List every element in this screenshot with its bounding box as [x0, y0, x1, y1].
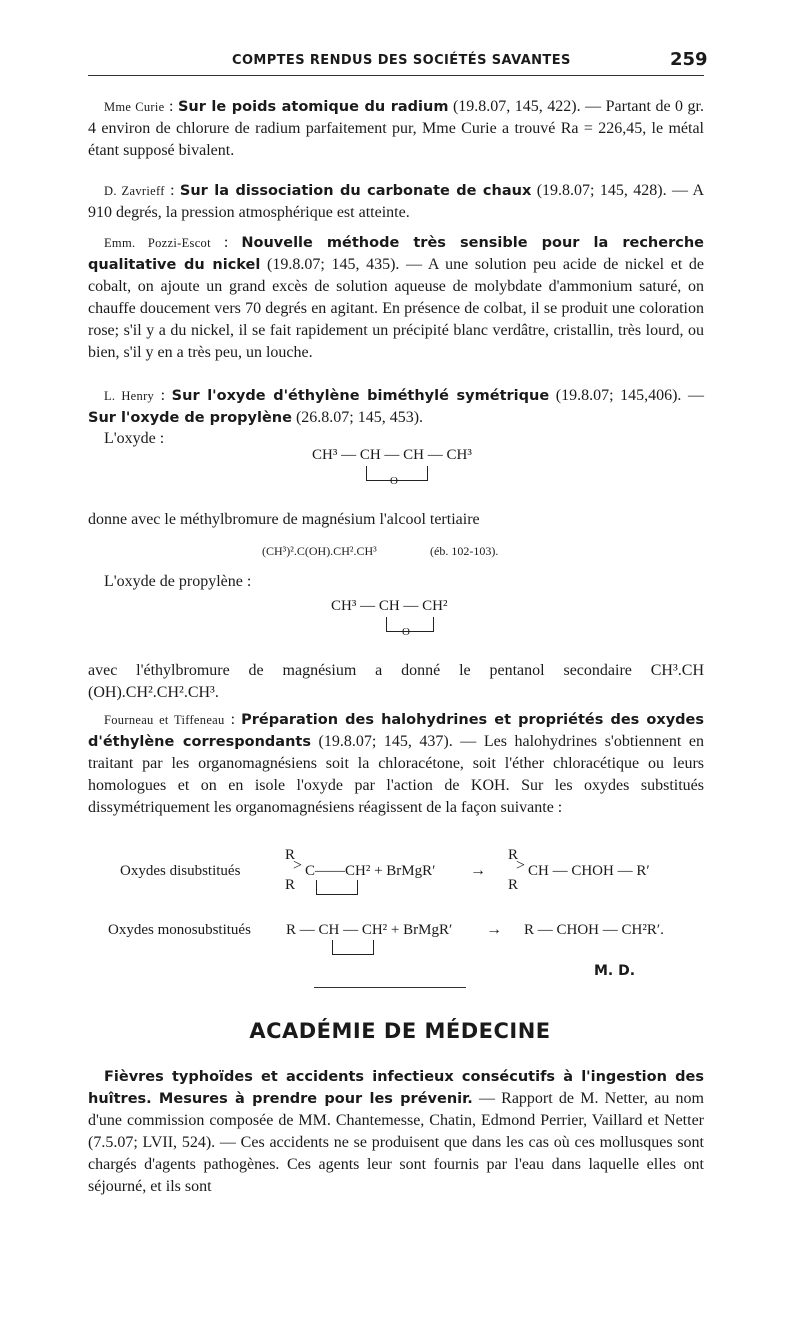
entry-title: Fièvres typhoïdes et accidents infectieux consécutifs à l'ingestion des huîtres. Mesures à prendre pour les prévenir.	[88, 1069, 704, 1107]
monosub-reactant: R — CH — CH² + BrMgR′	[286, 922, 453, 938]
entry-author: Emm. Pozzi-Escot	[104, 236, 211, 250]
formula-alcool: (CH³)².C(OH).CH².CH³	[262, 544, 377, 558]
entry-zavrieff: D. Zavrieff : Sur la dissociation du carbonate de chaux (19.8.07; 145, 428). — A 910 degrés, la pression atmosphérique est atteinte.	[88, 182, 705, 221]
entry-title: Nouvelle méthode très sensible pour la recherche qualitative du nickel	[88, 235, 704, 273]
entry-pozzi-escot: Emm. Pozzi-Escot : Nouvelle méthode très sensible pour la recherche qualitative du nickel (19.8.07; 145, 435). — A une solution peu acide de nickel et de cobalt, on ajoute un grand excès de solution aqueuse de molybdate d'ammonium saturé, on chauffe doucement vers 70 degrés en agitant. En présence de colbat, il se produit une coloration rose; s'il y a du nickel, il se fait rapidement un précipité blanc verdâtre, cristallin, très lourd, ou bien, s'il y en a très peu, un louche.	[88, 234, 705, 361]
entry-title: Préparation des halohydrines et propriétés des oxydes d'éthylène correspondants	[88, 712, 705, 750]
pentanol-line: avec l'éthylbromure de magnésium a donné le pentanol secondaire CH³.CH (OH).CH².CH².CH³.	[88, 662, 704, 701]
entry-ref: (19.8.07; 145,406).	[555, 387, 682, 404]
formula-propylene-oxide: CH³ — CH — CH²	[331, 598, 448, 614]
entry-ref-2: (26.8.07; 145, 453).	[295, 409, 424, 426]
entry-title: Sur l'oxyde d'éthylène biméthylé symétrique	[171, 388, 550, 404]
monosub-label: Oxydes monosubstitués	[108, 922, 251, 938]
r-group: R	[285, 877, 296, 893]
entry-body: (19.8.07; 145, 437). — Les halohydrines s'obtiennent en traitant par les organomagnésiens soit la chloracétone, soit l'éther chloracétique ou leurs homologues et on en isole l'oxyde par l'action de KOH. Sur les oxydes substitués dissymétriquement les organomagnésiens réagissent de la façon suivante :	[88, 733, 705, 816]
arrow-icon: →	[486, 921, 502, 938]
entry-title-2: Sur l'oxyde de propylène	[88, 410, 292, 426]
r-group: R	[508, 877, 519, 893]
oxygen-label: O	[402, 626, 410, 638]
monosub-product: R — CHOH — CH²R′.	[524, 922, 664, 938]
journal-page: COMPTES RENDUS DES SOCIÉTÉS SAVANTES 259 Mme Curie : Sur le poids atomique du radium (19.8.07, 145, 422). — Partant de 0 gr. 4 environ de chlorure de radium parfaitement pur, Mme Curie a trouvé Ra = 226,45, le métal étant supposé bivalent. D. Zavrieff : Sur la dissociation du carbonate de chaux (19.8.07; 145, 428). — A 910 degrés, la pression atmosphérique est atteinte. Emm. Pozzi-Escot : Nouvelle méthode très sensible pour la recherche qualitative du nickel (19.8.07; 145, 435). — A une solution peu acide de nickel et de cobalt, on ajoute un grand excès de solution aqueuse de molybdate d'ammonium saturé, on chauffe doucement vers 70 degrés en agitant. En présence de colbat, il se produit une coloration rose; s'il y a du nickel, il se fait rapidement un précipité blanc verdâtre, cristallin, très lourd, ou bien, s'il y en a très peu, un louche. L. Henry : Sur l'oxyde d'éthylène biméthylé symétrique (19.8.07; 145,406). — Sur l'oxyde de propylène (26.8.07; 145, 453). L'oxyde : CH³ — CH — CH — CH³ O donne avec le méthylbromure de magnésium l'alcool tertiaire (CH³)².C(OH).CH².CH³ (éb. 102-103). L'oxyde de propylène : CH³ — CH — CH² O avec l'éthylbromure de magnésium a donné le pentanol secondaire CH³.CH (OH).CH².CH².CH³. Fourneau et Tiffeneau : Préparation des halohydrines et propriétés des oxydes d'éthylène correspondants (19.8.07; 145, 437). — Les halohydrines s'obtiennent en traitant par les organomagnésiens soit la chloracétone, soit l'éther chloracétique ou leurs homologues et on en isole l'oxyde par l'action de KOH. Sur les oxydes substitués dissymétriquement les organomagnésiens réagissent de la façon suivante : Oxydes disubstitués R R > C——CH² + BrMgR′ → R R > CH — CHOH — R′ Oxydes monosubstitués R — CH — CH² + BrMgR′ → R — CHOH — CH²R′. M. D. ACADÉMIE DE MÉDECINE Fièvres typhoïdes et accidents infectieux consécutifs à l'ingestion des huîtres. Mesures à prendre pour les prévenir. — Rapport de M. Netter, au nom d'une commission composée de MM. Chantemesse, Chatin, Edmond Perrier, Vaillard et Netter (7.5.07; LVII, 524). — Ces accidents ne se produisent que dans les cas où ces mollusques sont chargés d'agents pathogènes. Ces agents leur sont fournis par l'eau dans laquelle elles ont séjourné, et ils sont	[0, 0, 800, 1319]
entry-author: L. Henry	[104, 389, 155, 403]
boiling-point: (éb. 102-103).	[430, 544, 499, 558]
entry-curie: Mme Curie : Sur le poids atomique du radium (19.8.07, 145, 422). — Partant de 0 gr. 4 environ de chlorure de radium parfaitement pur, Mme Curie a trouvé Ra = 226,45, le métal étant supposé bivalent.	[88, 98, 705, 159]
entry-title: Sur le poids atomique du radium	[177, 99, 449, 115]
entry-author: D. Zavrieff	[104, 184, 165, 198]
arrow-icon: →	[470, 862, 486, 879]
page-number: 259	[670, 49, 708, 70]
propylene-intro: L'oxyde de propylène :	[104, 573, 252, 590]
oxygen-bridge	[332, 940, 374, 955]
section-heading: ACADÉMIE DE MÉDECINE	[249, 1019, 551, 1043]
r-group: R	[285, 847, 296, 863]
entry-body: — Rapport de M. Netter, au nom d'une commission composée de MM. Chantemesse, Chatin, Edmond Perrier, Vaillard et Netter (7.5.07; LVII, 524). — Ces accidents ne se produisent que dans les cas où ces mollusques sont chargés d'agents pathogènes. Ces agents leur sont fournis par l'eau dans laquelle elles ont séjourné, et ils sont	[88, 1090, 704, 1195]
oxyde-intro: L'oxyde :	[104, 430, 165, 447]
oxygen-label: O	[390, 475, 398, 487]
entry-body: (19.8.07; 145, 435). — A une solution peu acide de nickel et de cobalt, on ajoute un grand excès de solution aqueuse de molybdate d'ammonium saturé, on chauffe doucement vers 70 degrés en agitant. En présence de colbat, il se produit une coloration rose; s'il y a du nickel, il se fait rapidement un précipité blanc verdâtre, cristallin, très lourd, ou bien, s'il y en a très peu, un louche.	[88, 256, 705, 361]
entry-academie	[88, 1066, 704, 1198]
disub-product: CH — CHOH — R′	[528, 863, 650, 879]
entry-author: Mme Curie	[104, 100, 165, 114]
entry-body: (19.8.07; 145, 428). — A 910 degrés, la pression atmosphérique est atteinte.	[88, 182, 705, 221]
running-header: COMPTES RENDUS DES SOCIÉTÉS SAVANTES	[232, 53, 571, 68]
disub-label: Oxydes disubstitués	[120, 863, 241, 879]
donne-line: donne avec le méthylbromure de magnésium l'alcool tertiaire	[88, 511, 480, 528]
section-separator	[314, 987, 466, 988]
disub-reactant: C——CH² + BrMgR′	[305, 863, 436, 879]
r-group: R	[508, 847, 519, 863]
oxygen-bridge	[386, 617, 434, 632]
entry-title: Sur la dissociation du carbonate de chaux	[179, 183, 532, 199]
entry-author: Fourneau et Tiffeneau	[104, 713, 225, 727]
formula-dimethyl-oxide: CH³ — CH — CH — CH³	[312, 447, 472, 463]
entry-body: (19.8.07, 145, 422). — Partant de 0 gr. 4 environ de chlorure de radium parfaitement pur, Mme Curie a trouvé Ra = 226,45, le métal étant supposé bivalent.	[88, 98, 705, 159]
oxygen-bridge	[316, 880, 358, 895]
entry-fourneau-tiffeneau: Fourneau et Tiffeneau : Préparation des halohydrines et propriétés des oxydes d'éthylène correspondants (19.8.07; 145, 437). — Les halohydrines s'obtiennent en traitant par les organomagnésiens soit la chloracétone, soit l'éther chloracétique ou leurs homologues et on en isole l'oxyde par l'action de KOH. Sur les oxydes substitués dissymétriquement les organomagnésiens réagissent de la façon suivante :	[88, 711, 705, 816]
entry-henry: L. Henry : Sur l'oxyde d'éthylène biméthylé symétrique (19.8.07; 145,406). — Sur l'oxyde de propylène (26.8.07; 145, 453).	[88, 387, 704, 426]
header-rule	[88, 75, 704, 76]
signature: M. D.	[594, 963, 636, 979]
